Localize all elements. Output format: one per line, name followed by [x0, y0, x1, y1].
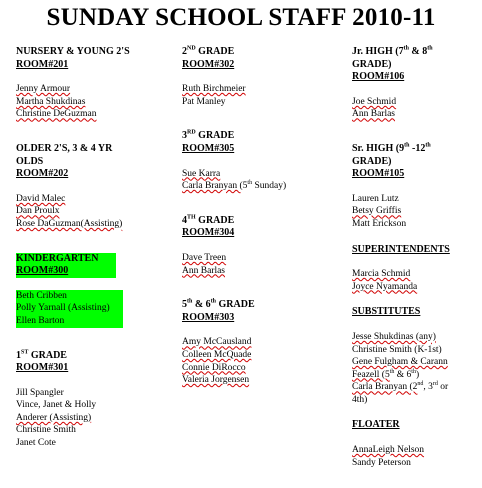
section-fifth-sixth-grade [182, 299, 332, 387]
room-number: ROOM#201 [16, 58, 69, 70]
section-heading: Jr. HIGH (7th & 8th [352, 45, 433, 57]
staff-name: Martha Shukdinas [16, 96, 86, 107]
section-heading: OLDER 2'S, 3 & 4 YR [16, 142, 113, 154]
room-number: ROOM#303 [182, 311, 235, 323]
staff-name: Connie DiRocco [182, 362, 246, 373]
section-heading: FLOATER [352, 419, 400, 431]
room-number: ROOM#202 [16, 168, 69, 180]
section-heading: SUPERINTENDENTS [352, 243, 450, 255]
staff-name: Beth Cribben [16, 290, 67, 301]
section-nursery [16, 46, 166, 121]
column-right [352, 46, 482, 482]
staff-name: Jesse Shukdinas (any) [352, 331, 436, 342]
staff-name: Anderer (Assisting) [16, 412, 92, 423]
section-heading-cont: GRADE) [352, 155, 392, 167]
staff-name: Amy McCausland [182, 337, 252, 348]
section-heading: 1ST GRADE [16, 349, 67, 361]
staff-name: Pat Manley [182, 96, 226, 107]
staff-list [182, 252, 332, 277]
staff-name: Carla Branyan (5th Sunday) [182, 180, 287, 192]
staff-list [352, 268, 482, 293]
column-left [16, 46, 166, 463]
staff-name: Christine Smith (K-1st) [352, 344, 442, 355]
section-superintendents [352, 244, 482, 294]
section-heading: 3RD GRADE [182, 130, 235, 142]
staff-name: Joe Schmid [352, 96, 397, 107]
spacer [16, 278, 166, 290]
staff-name: Ruth Birchmeier [182, 84, 246, 95]
section-second-grade [182, 46, 332, 108]
staff-name: Ellen Barton [16, 315, 65, 326]
staff-list [16, 83, 166, 121]
staff-list [16, 193, 166, 231]
room-number: ROOM#106 [352, 71, 405, 83]
section-fourth-grade [182, 215, 332, 277]
staff-name: Matt Erickson [352, 218, 407, 229]
staff-list [182, 168, 332, 193]
staff-name: Gene Fulgham & Carann [352, 357, 448, 368]
section-first-grade [16, 350, 166, 450]
page-title: SUNDAY SCHOOL STAFF 2010-11 [46, 4, 436, 31]
staff-name: Ann Barlas [352, 109, 396, 120]
section-heading: 2ND GRADE [182, 45, 235, 57]
section-jr-high [352, 46, 482, 121]
staff-name: Rose DaGuzman(Assisting) [16, 218, 123, 229]
room-number: ROOM#305 [182, 142, 235, 154]
staff-name: Valeria Jorgensen [182, 375, 250, 386]
staff-name: Jill Spangler [16, 387, 64, 398]
staff-name: David Malec [16, 193, 66, 204]
staff-list [352, 444, 482, 469]
section-heading-cont: GRADE) [352, 58, 392, 70]
staff-name: Janet Cote [16, 438, 56, 449]
staff-name: Feazell (5th & 6th) [352, 368, 420, 380]
section-substitutes [352, 306, 482, 406]
section-floater [352, 419, 482, 469]
staff-name: Carla Branyan (2nd, 3rd or [352, 381, 449, 393]
room-number: ROOM#302 [182, 58, 235, 70]
staff-name: Polly Yarnall (Assisting) [16, 303, 110, 314]
section-heading: SUBSTITUTES [352, 306, 421, 318]
staff-name: 4th) [352, 394, 368, 405]
section-kindergarten [16, 253, 166, 328]
room-number: ROOM#304 [182, 227, 235, 239]
room-number: ROOM#301 [16, 362, 69, 374]
column-middle [182, 46, 332, 400]
staff-name: Dan Proulx [16, 206, 60, 217]
staff-list [182, 336, 332, 386]
section-heading: 4TH GRADE [182, 214, 235, 226]
staff-list [16, 387, 166, 450]
section-heading: KINDERGARTEN [16, 253, 116, 266]
section-sr-high [352, 143, 482, 231]
staff-name: Joyce Nyamanda [352, 281, 418, 292]
staff-list [182, 83, 332, 108]
section-heading-cont: OLDS [16, 155, 44, 167]
staff-list [352, 331, 482, 407]
section-third-grade [182, 130, 332, 192]
staff-list [352, 193, 482, 231]
staff-name: Jenny Armour [16, 84, 71, 95]
staff-name: Sue Karra [182, 168, 221, 179]
room-number: ROOM#300 [16, 265, 116, 278]
staff-name: Ann Barlas [182, 265, 226, 276]
room-number: ROOM#105 [352, 168, 405, 180]
section-heading: 5th & 6th GRADE [182, 298, 255, 311]
staff-list [352, 96, 482, 121]
staff-name: Christine DeGuzman [16, 109, 97, 120]
staff-name: Sandy Peterson [352, 457, 411, 468]
staff-name: Betsy Griffis [352, 206, 402, 217]
section-heading: NURSERY & YOUNG 2'S [16, 46, 130, 57]
staff-name: Lauren Lutz [352, 193, 399, 204]
section-older-2s [16, 143, 166, 231]
staff-name: Dave Treen [182, 252, 227, 263]
staff-name: Marcia Schmid [352, 269, 411, 280]
staff-name: Colleen McQuade [182, 349, 252, 360]
section-heading: Sr. HIGH (9th -12th [352, 142, 431, 154]
staff-list-highlighted [16, 290, 123, 328]
staff-name: Vince, Janet & Holly [16, 400, 97, 411]
staff-name: Christine Smith [16, 425, 76, 436]
staff-name: AnnaLeigh Nelson [352, 445, 425, 456]
